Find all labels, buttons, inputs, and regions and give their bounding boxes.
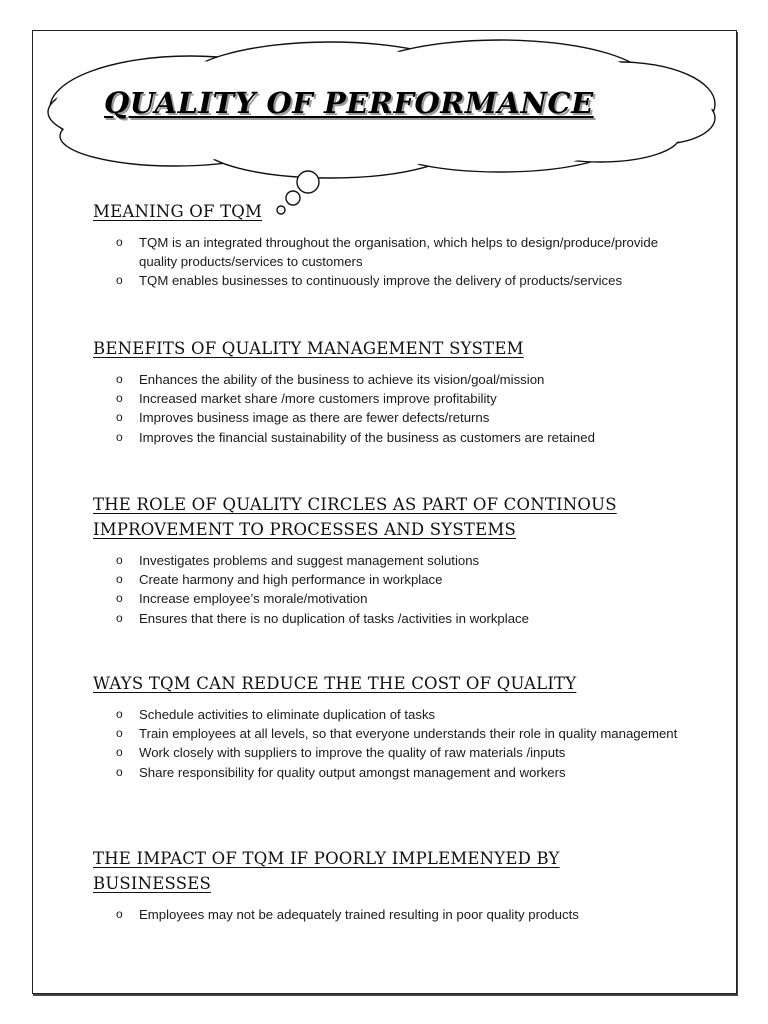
- bullet-list: [93, 905, 683, 924]
- circle-bullet-icon: o: [116, 429, 123, 444]
- section-heading: BENEFITS OF QUALITY MANAGEMENT SYSTEM: [93, 339, 524, 358]
- section-reduce-cost: [93, 671, 683, 782]
- bullet-list: [93, 705, 683, 782]
- list-item: [93, 551, 683, 570]
- bullet-list: [93, 551, 683, 628]
- section-poor-implementation: [93, 846, 683, 924]
- section-meaning-of-tqm: [93, 199, 683, 291]
- list-item-text: Employees may not be adequately trained resulting in poor quality products: [139, 907, 579, 922]
- circle-bullet-icon: o: [116, 410, 123, 425]
- list-item: [93, 271, 683, 290]
- circle-bullet-icon: o: [116, 591, 123, 606]
- list-item-text: Schedule activities to eliminate duplication of tasks: [139, 707, 436, 722]
- list-item-text: Create harmony and high performance in workplace: [139, 572, 443, 588]
- list-item-text: Improves business image as there are fewer defects/returns: [139, 410, 490, 426]
- list-item-text: Ensures that there is no duplication of tasks /activities in workplace: [139, 610, 529, 626]
- circle-bullet-icon: o: [116, 726, 123, 741]
- list-item: [93, 905, 683, 924]
- list-item: [93, 389, 683, 408]
- list-item-text: Share responsibility for quality output amongst management and workers: [139, 764, 566, 780]
- list-item: [93, 570, 683, 589]
- list-item-text: Enhances the ability of the business to achieve its vision/goal/mission: [139, 372, 545, 387]
- section-quality-circles: [93, 492, 683, 628]
- list-item: [93, 609, 683, 628]
- circle-bullet-icon: o: [116, 273, 123, 288]
- list-item: [93, 233, 683, 271]
- circle-bullet-icon: o: [116, 907, 123, 921]
- section-heading: THE ROLE OF QUALITY CIRCLES AS PART OF CONTINOUS IMPROVEMENT TO PROCESSES AND SYSTEMS: [93, 495, 617, 539]
- list-item-text: TQM enables businesses to continuously improve the delivery of products/services: [139, 273, 623, 289]
- section-benefits-qms: [93, 336, 683, 447]
- circle-bullet-icon: o: [116, 745, 123, 760]
- list-item: [93, 724, 683, 743]
- circle-bullet-icon: o: [116, 707, 123, 721]
- list-item-text: Increased market share /more customers improve profitability: [139, 391, 497, 407]
- list-item-text: Train employees at all levels, so that everyone understands their role in quality management: [139, 726, 678, 742]
- list-item-text: Improves the financial sustainability of the business as customers are retained: [139, 429, 595, 445]
- circle-bullet-icon: o: [116, 372, 123, 386]
- list-item: [93, 743, 683, 762]
- circle-bullet-icon: o: [116, 235, 123, 249]
- circle-bullet-icon: o: [116, 553, 123, 567]
- list-item: [93, 370, 683, 389]
- section-heading: WAYS TQM CAN REDUCE THE THE COST OF QUALITY: [93, 674, 577, 693]
- list-item: [93, 763, 683, 782]
- bullet-list: [93, 370, 683, 447]
- bullet-list: [93, 233, 683, 291]
- list-item-text: Work closely with suppliers to improve the quality of raw materials /inputs: [139, 745, 566, 761]
- list-item: [93, 589, 683, 608]
- circle-bullet-icon: o: [116, 391, 123, 406]
- circle-bullet-icon: o: [116, 610, 123, 625]
- list-item-text: Investigates problems and suggest management solutions: [139, 553, 480, 568]
- circle-bullet-icon: o: [116, 764, 123, 779]
- list-item: [93, 428, 683, 447]
- section-heading: THE IMPACT OF TQM IF POORLY IMPLEMENYED BY BUSINESSES: [93, 849, 560, 893]
- list-item-text: TQM is an integrated throughout the organisation, which helps to design/produce/provide quality products/services to customers: [139, 235, 659, 270]
- section-heading: MEANING OF TQM: [93, 202, 263, 221]
- page-title: QUALITY OF PERFORMANCE: [104, 86, 594, 120]
- list-item-text: Increase employee’s morale/motivation: [139, 591, 368, 607]
- list-item: [93, 408, 683, 427]
- list-item: [93, 705, 683, 724]
- circle-bullet-icon: o: [116, 572, 123, 587]
